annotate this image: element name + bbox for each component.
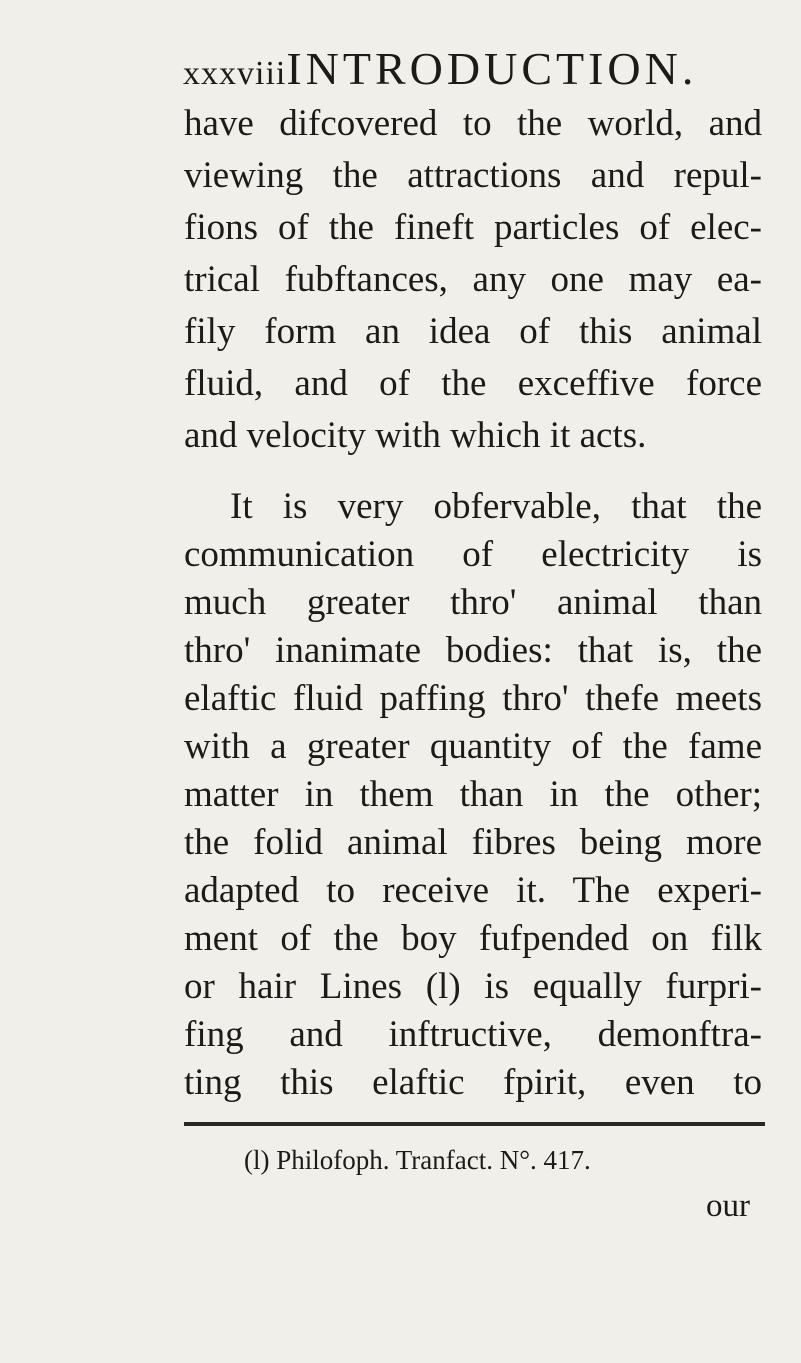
text-line: matter in them than in the other; [184,774,762,815]
text-line: have difcovered to the world, and [184,103,762,144]
text-line: It is very obfervable, that the [230,486,762,527]
text-line: trical fubftances, any one may ea- [184,259,762,300]
text-line: ment of the boy fufpended on filk [184,918,762,959]
text-line: elaftic fluid paffing thro' thefe meets [184,678,762,719]
text-line: fluid, and of the exceffive force [184,363,762,404]
text-line: adapted to receive it. The experi- [184,870,762,911]
text-line: fing and inftructive, demonftra- [184,1014,762,1055]
text-line: or hair Lines (l) is equally furpri- [184,966,762,1007]
text-line: thro' inanimate bodies: that is, the [184,630,762,671]
text-line: communication of electricity is [184,534,762,575]
text-line: fily form an idea of this animal [184,311,762,352]
footnote-rule [184,1122,765,1126]
running-title: INTRODUCTION. [286,43,698,94]
catchword: our [706,1188,750,1224]
running-head [183,42,763,98]
text-line: and velocity with which it acts. [184,415,647,456]
text-line: much greater thro' animal than [184,582,762,623]
text-line: viewing the attractions and repul- [184,155,762,196]
page-number: xxxviii [183,55,287,92]
text-line: fions of the fineft particles of elec- [184,207,762,248]
text-line: the folid animal fibres being more [184,822,762,863]
text-line: ting this elaftic fpirit, even to [184,1062,762,1103]
text-line: with a greater quantity of the fame [184,726,762,767]
footnote: (l) Philofoph. Tranfact. N°. 417. [244,1145,591,1175]
